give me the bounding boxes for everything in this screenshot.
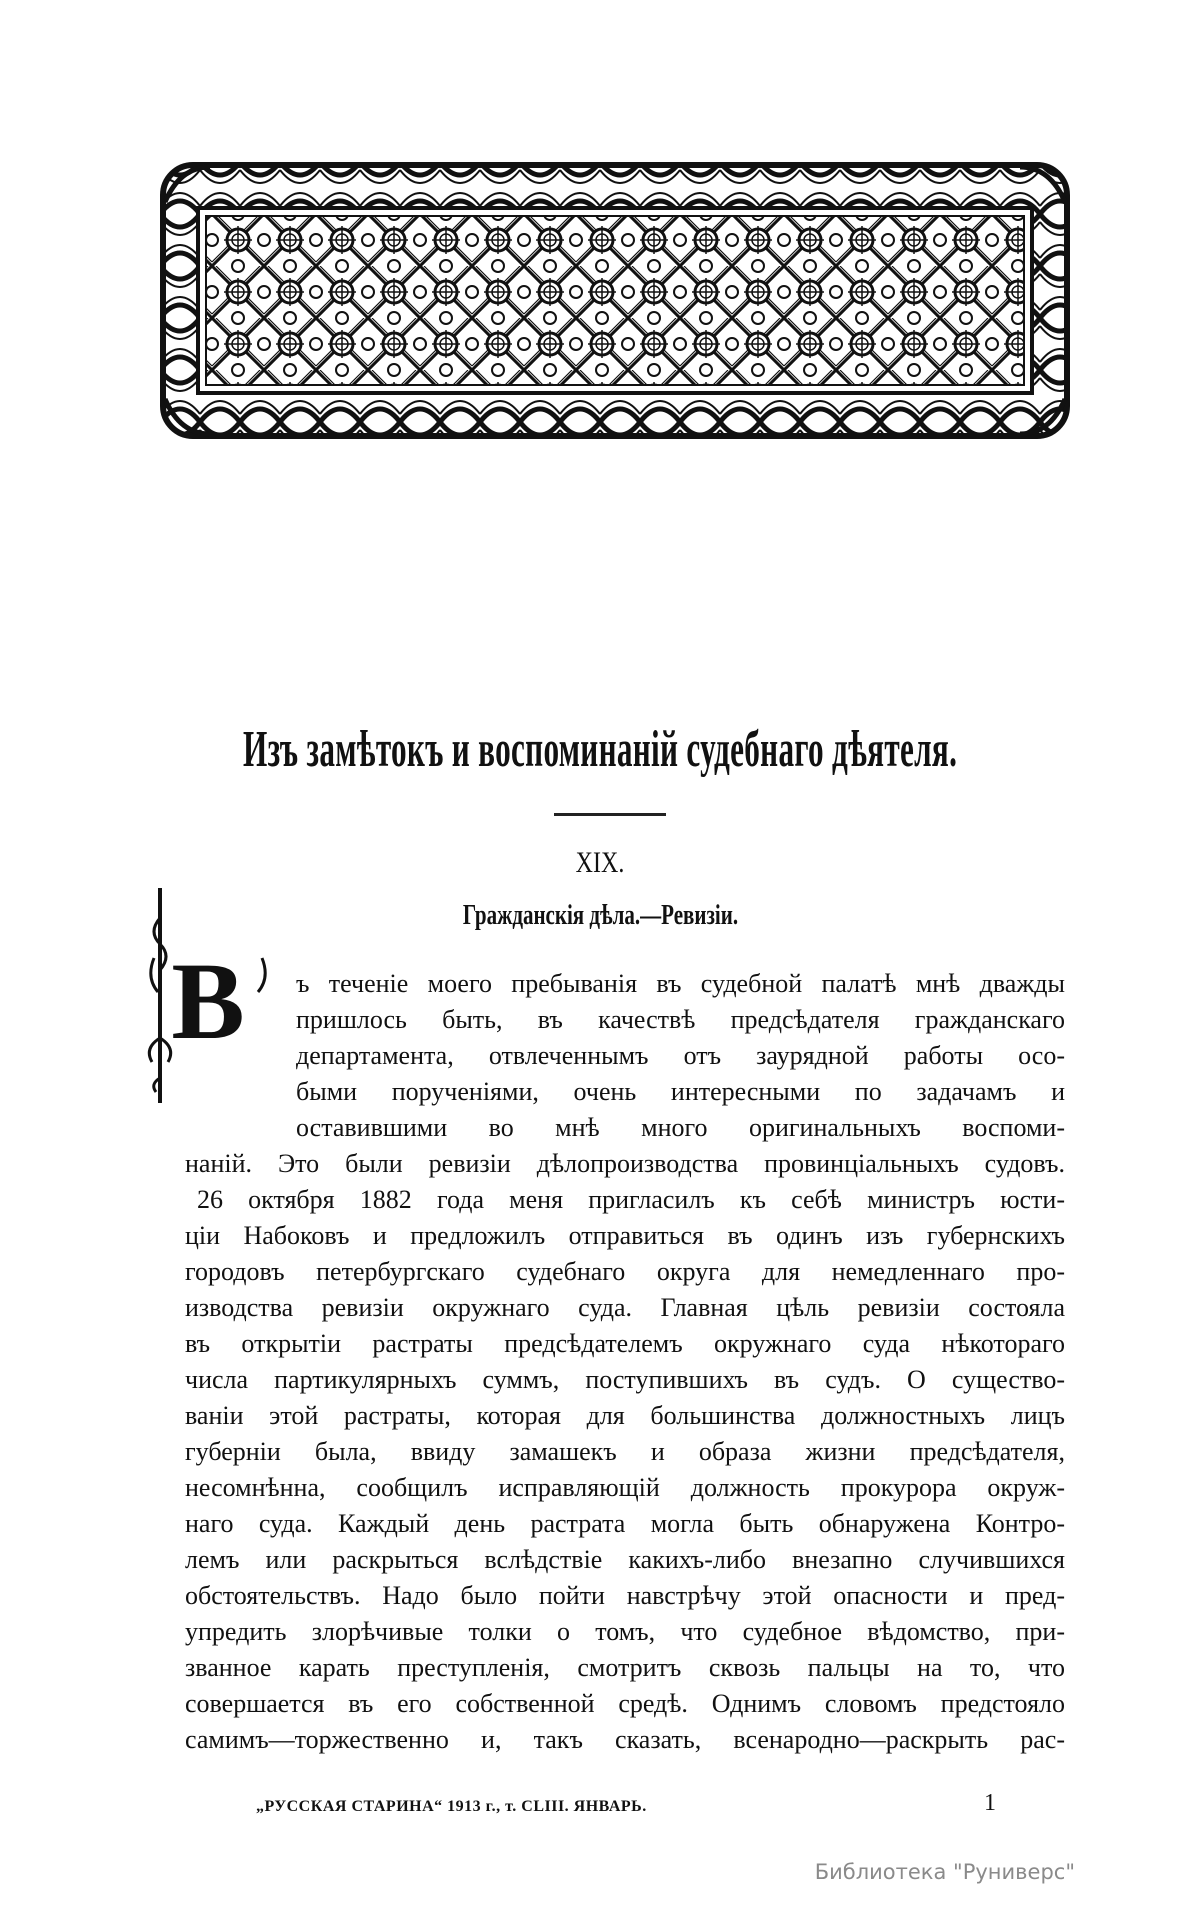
text-line: губерніи была, ввиду замашекъ и образа жизни предсѣдателя, [185, 1437, 1065, 1466]
text-line: оставившими во мнѣ много оригинальныхъ воспоми- [296, 1113, 1065, 1142]
article-body [185, 966, 1065, 1758]
article-title: Изъ замѣтокъ и воспоминаній судебнаго дѣятеля. [242, 721, 958, 778]
text-line: наній. Это были ревизіи дѣлопроизводства провинціальныхъ судовъ. [185, 1149, 1065, 1178]
title-divider [554, 813, 666, 816]
text-line: 26 октября 1882 года меня пригласилъ къ себѣ министръ юсти- [197, 1185, 1065, 1214]
page-number: 1 [984, 1790, 996, 1816]
text-line: несомнѣнна, сообщилъ исправляющій должность прокурора окруж- [185, 1473, 1065, 1502]
text-line: званное карать преступленія, смотритъ сквозь пальцы на то, что [185, 1653, 1065, 1682]
svg-text:В: В [171, 940, 245, 1062]
text-line: ціи Набоковъ и предложилъ отправиться въ одинъ изъ губернскихъ [185, 1221, 1065, 1250]
chapter-subtitle-text: Гражданскія дѣла.—Ревизіи. [462, 900, 738, 931]
footer-source: „РУССКАЯ СТАРИНА“ 1913 г., т. CLIII. ЯНВАРЬ. [256, 1798, 647, 1815]
text-line: наго суда. Каждый день растрата могла быть обнаружена Контро- [185, 1509, 1065, 1538]
library-watermark: Библиотека "Руниверс" [814, 1860, 1075, 1884]
text-line: совершается въ его собственной средѣ. Однимъ словомъ предстояло [185, 1689, 1065, 1718]
text-line: быми порученіями, очень интересными по задачамъ и [296, 1077, 1065, 1106]
text-line: ваніи этой растраты, которая для большинства должностныхъ лицъ [185, 1401, 1065, 1430]
text-line: числа партикулярныхъ суммъ, поступившихъ въ судъ. О существо- [185, 1365, 1065, 1394]
chapter-number: XIX. [575, 846, 625, 879]
ornamental-headpiece [160, 162, 1070, 439]
text-line: городовъ петербургскаго судебнаго округа для немедленнаго про- [185, 1257, 1065, 1286]
text-line: пришлось быть, въ качествѣ предсѣдателя гражданскаго [296, 1005, 1065, 1034]
text-line: ъ теченіе моего пребыванія въ судебной палатѣ мнѣ дважды [296, 969, 1065, 998]
text-line: упредить злорѣчивые толки о томъ, что судебное вѣдомство, при- [185, 1617, 1065, 1646]
text-line: въ открытіи растраты предсѣдателемъ окружнаго суда нѣкотораго [185, 1329, 1065, 1358]
text-line: лемъ или раскрыться вслѣдствіе какихъ-либо внезапно случившихся [185, 1545, 1065, 1574]
text-line: изводства ревизіи окружнаго суда. Главная цѣль ревизіи состояла [185, 1293, 1065, 1322]
text-line: департамента, отвлеченнымъ отъ заурядной работы осо- [296, 1041, 1065, 1070]
text-line: самимъ—торжественно и, такъ сказать, всенародно—раскрыть рас- [185, 1725, 1065, 1754]
text-line: обстоятельствъ. Надо было пойти навстрѣчу этой опасности и пред- [185, 1581, 1065, 1610]
